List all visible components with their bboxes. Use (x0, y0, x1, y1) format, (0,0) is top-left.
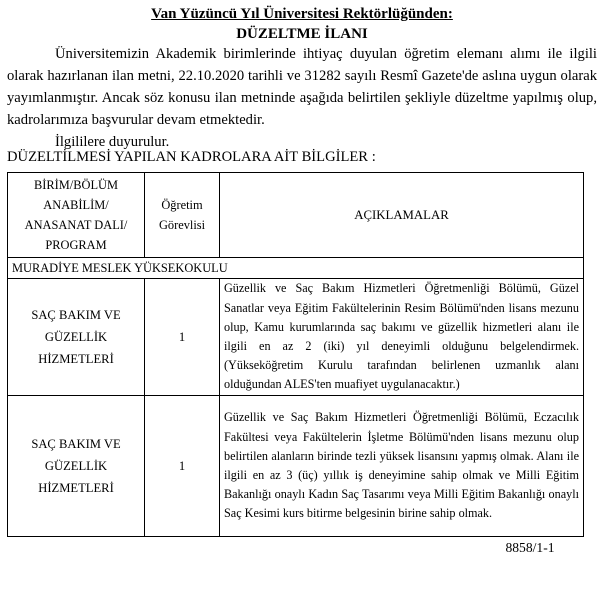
announcement-paragraph-2: İlgililere duyurulur. (55, 134, 170, 150)
row-unit-line-2: GÜZELLİK (44, 330, 108, 344)
row-unit (8, 279, 145, 396)
row-unit-line-1: SAÇ BAKIM VE (31, 437, 121, 451)
document-subtitle: DÜZELTME İLANI (236, 26, 368, 42)
table-row (8, 396, 584, 537)
row-count: 1 (145, 396, 220, 537)
header-unit-line-1: BİRİM/BÖLÜM (34, 178, 118, 192)
header-staff-line-1: Öğretim (161, 198, 203, 212)
header-unit-line-4: PROGRAM (45, 238, 107, 252)
table-row (8, 279, 584, 396)
row-unit-line-1: SAÇ BAKIM VE (31, 308, 121, 322)
table-header-row (8, 173, 584, 258)
row-description: Güzellik ve Saç Bakım Hizmetleri Öğretmenliği Bölümü, Güzel Sanatlar veya Eğitim Fakültelerinin Resim Bölümü'nden lisans mezunu olup, Kamu kurumlarında saç bakımı ve güzellik hizmetleri alanı ile ilgili en az 2 (iki) yıl deneyimli olduğunu belgelendirmek. (Yükseköğretim Kurulu tarafından belirlenen uzmanlık alanı olduğundan ALES'ten muafiyet uygulanacaktır.) (220, 279, 584, 396)
header-unit-line-3: ANASANAT DALI/ (24, 218, 128, 232)
row-unit-line-2: GÜZELLİK (44, 459, 108, 473)
row-count: 1 (145, 279, 220, 396)
document-title: Van Yüzüncü Yıl Üniversitesi Rektörlüğünden: (151, 6, 453, 22)
announcement-paragraph-1: Üniversitemizin Akademik birimlerinde ihtiyaç duyulan öğretim elemanı alımı ile ilgili olarak hazırlanan ilan metni, 22.10.2020 tarihli ve 31282 sayılı Resmî Gazete'de aslına uygun olarak yayımlanmıştır. Ancak söz konusu ilan metninde aşağıda belirtilen şekliyle düzeltme yapılmış olup, kadrolarımıza başvurular devam etmektedir. (7, 46, 597, 128)
announcement-code: 8858/1-1 (505, 540, 555, 555)
section-heading: DÜZELTİLMESİ YAPILAN KADROLARA AİT BİLGİLER : (7, 149, 376, 165)
header-staff-line-2: Görevlisi (158, 218, 206, 232)
row-unit-line-3: HİZMETLERİ (38, 352, 114, 366)
header-staff (145, 173, 220, 258)
row-description: Güzellik ve Saç Bakım Hizmetleri Öğretmenliği Bölümü, Eczacılık Fakültesi veya Fakültelerin İşletme Bölümü'nden lisans mezunu olup belirtilen alanların birinde tezli yüksek lisansını yapmış olmak. Alanı ile ilgili en az 3 (üç) yıllık iş deneyimine sahip olmak ve Milli Eğitim Bakanlığı onaylı Kadın Saç Tasarımı veya Milli Eğitim Bakanlığı onaylı Saç Kesimi kurs bitirme belgesinin birine sahip olmak. (220, 396, 584, 537)
header-unit (8, 173, 145, 258)
faculty-name: MURADİYE MESLEK YÜKSEKOKULU (8, 258, 584, 279)
faculty-row (8, 258, 584, 279)
cadre-table (7, 172, 584, 537)
header-unit-line-2: ANABİLİM/ (43, 198, 109, 212)
header-description: AÇIKLAMALAR (220, 173, 584, 258)
announcement-body (7, 43, 597, 153)
row-unit-line-3: HİZMETLERİ (38, 481, 114, 495)
row-unit (8, 396, 145, 537)
